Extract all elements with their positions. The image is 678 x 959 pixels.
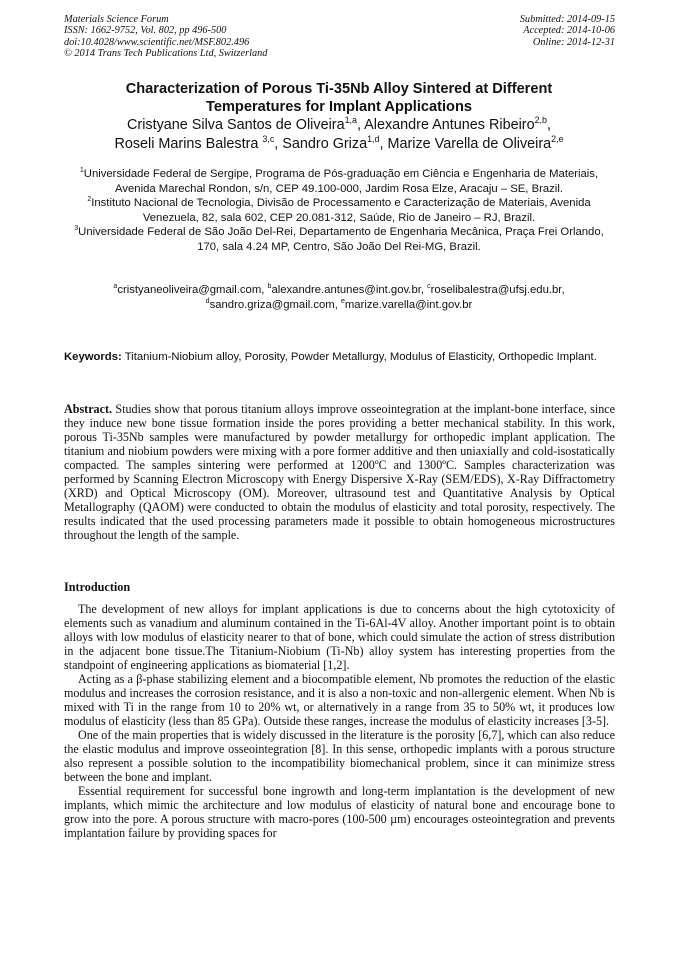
author-affiliation-mark: 2,b: [534, 115, 547, 126]
email-address: alexandre.antunes@int.gov.br: [271, 284, 421, 296]
email-mark: c: [427, 283, 431, 291]
email-address: marize.varella@int.gov.br: [344, 298, 473, 311]
email-mark: b: [267, 283, 272, 291]
affiliation-number: 1: [79, 167, 84, 175]
author-name: Alexandre Antunes Ribeiro: [364, 117, 535, 133]
author-separator: ,: [274, 135, 283, 152]
submission-dates: [520, 14, 615, 48]
author-affiliation-mark: 1,a: [344, 115, 357, 126]
affiliation-2: [68, 196, 610, 225]
affiliation-1: [68, 167, 610, 196]
author-name: Roseli Marins Balestra: [114, 135, 263, 152]
journal-name: Materials Science Forum: [64, 14, 169, 25]
paragraph: One of the main properties that is widely discussed in the literature is the porosity [6,7], which can also reduce the elastic modulus and improve osseointegration [8]. In this sense, orthopedic implants with a porous structure also represent a possible solution to the incompatibility biomechanical problem, since it can minimize stress between the bone and implant.: [64, 728, 615, 784]
affiliation-text: Instituto Nacional de Tecnologia, Divisão de Processamento e Caracterização de Materiais, Avenida Venezuela, 82, sala 602, CEP 20.081-312, Saúde, Rio de Janeiro – RJ, Brazil.: [91, 197, 591, 224]
abstract-text: Studies show that porous titanium alloys improve osseointegration at the implant-bone interface, since they induce new bone tissue formation inside the pores providing a better mechanical stability. In this work, porous Ti-35Nb samples were manufactured by powder metallurgy for orthopedic implant application. The titanium and niobium powders were mixing with a pore former additive and then uniaxially and cold-isostatically compacted. The samples sintering were performed at 1200ºC and 1300ºC. Samples characterization was performed by Scanning Electron Microscopy with Energy Dispersive X-Ray (SEM/EDS), X-Ray Diffractometry (XRD) and Optical Microscopy (OM). Moreover, ultrasound test and Quantitative Analysis by Optical Metallography (QAOM) were conducted to obtain the modulus of elasticity and total porosity, respectively. The results indicated that the used processing parameters made it possible to obtain homogeneous microstructures throughout the length of the sample.: [64, 402, 615, 542]
abstract: [64, 402, 615, 542]
abstract-label: Abstract.: [64, 402, 113, 416]
email-address: roselibalestra@ufsj.edu.br: [430, 284, 562, 296]
accepted-date: Accepted: 2014-10-06: [523, 25, 615, 37]
paper-title: [60, 80, 618, 116]
author-name: Marize Varella de Oliveira: [387, 135, 552, 152]
section-heading-introduction: Introduction: [64, 580, 131, 594]
author-affiliation-mark: 1,d: [367, 133, 380, 144]
author-separator: ,: [379, 135, 388, 152]
author-affiliation-mark: 3,c: [262, 133, 275, 144]
author-name: Sandro Griza: [282, 135, 368, 152]
author-emails: [68, 283, 610, 312]
affiliations: [68, 167, 610, 255]
email-separator: ,: [561, 284, 565, 296]
email-separator: ,: [261, 284, 268, 296]
email-mark: a: [113, 283, 118, 291]
author-affiliation-mark: 2,e: [551, 133, 564, 144]
paragraph: Acting as a β-phase stabilizing element and a biocompatible element, Nb promotes the reduction of the elastic modulus and increases the corrosion resistance, and it is also a non-toxic and non-allergenic element. When Nb is mixed with Ti in the range from 10 to 20% wt, or alternatively in a range from 35 to 50% wt, it produces low modulus of elasticity (less than 85 GPa). Outside these ranges, increase the modulus of elasticity increases [3-5].: [64, 672, 615, 728]
author-separator: ,: [546, 117, 551, 133]
email-mark: d: [205, 297, 210, 305]
title-line-2: Temperatures for Implant Applications: [206, 99, 472, 115]
keywords-label: Keywords:: [64, 351, 122, 363]
journal-doi: doi:10.4028/www.scientific.net/MSF.802.496: [64, 36, 250, 48]
submitted-date: Submitted: 2014-09-15: [519, 14, 615, 25]
email-address: sandro.griza@gmail.com: [209, 298, 335, 311]
affiliation-3: [68, 225, 610, 254]
introduction-body: [64, 602, 615, 840]
author-line-2: [60, 135, 618, 154]
paragraph: The development of new alloys for implant applications is due to concerns about the high cytotoxicity of elements such as vanadium and aluminum contained in the Ti-6Al-4V alloy. Another important point is to obtain alloys with low modulus of elasticity nearer to that of bone, which could simulate the action of stress distribution in the adjacent bone tissue.The Titanium-Niobium (Ti-Nb) alloy system has interesting properties from the standpoint of engineering applications as biomaterial [1,2].: [64, 602, 615, 672]
author-separator: ,: [356, 117, 365, 133]
journal-copyright: © 2014 Trans Tech Publications Ltd, Switzerland: [64, 48, 268, 60]
email-address: cristyaneoliveira@gmail.com: [117, 284, 262, 296]
paragraph: Essential requirement for successful bone ingrowth and long-term implantation is the development of new implants, which mimic the architecture and low modulus of elasticity of natural bone and encourage bone to grow into the pore. A porous structure with macro-pores (100-500 µm) encourages osteointegration and prevents implantation failure by providing spaces for: [64, 784, 615, 840]
author-name: Cristyane Silva Santos de Oliveira: [127, 117, 345, 133]
journal-issn: ISSN: 1662-9752, Vol. 802, pp 496-500: [64, 25, 227, 37]
affiliation-number: 3: [74, 225, 79, 233]
author-line-1: [60, 116, 618, 135]
keywords-text: Titanium-Niobium alloy, Porosity, Powder Metallurgy, Modulus of Elasticity, Orthopedic Implant.: [121, 351, 597, 363]
email-separator: ,: [334, 298, 341, 311]
email-line-2: [68, 298, 610, 313]
online-date: Online: 2014-12-31: [532, 36, 615, 48]
affiliation-text: Universidade Federal de Sergipe, Programa de Pós-graduação em Ciência e Engenharia de Materiais, Avenida Marechal Rondon, s/n, CEP 49.100-000, Jardim Rosa Elze, Aracaju – SE, Brazil.: [83, 168, 599, 195]
affiliation-number: 2: [87, 196, 92, 204]
title-line-1: Characterization of Porous Ti-35Nb Alloy Sintered at Different: [125, 81, 553, 97]
email-separator: ,: [420, 284, 428, 296]
abstract-paragraph: [64, 402, 615, 542]
affiliation-text: Universidade Federal de São João Del-Rei, Departamento de Engenharia Mecânica, Praça Frei Orlando, 170, sala 4.24 MP, Centro, São João Del Rei-MG, Brazil.: [78, 226, 604, 253]
email-line-1: [68, 283, 610, 298]
email-mark: e: [340, 297, 345, 305]
keywords: [64, 350, 616, 365]
author-list: [60, 116, 618, 153]
journal-header: [64, 14, 267, 60]
